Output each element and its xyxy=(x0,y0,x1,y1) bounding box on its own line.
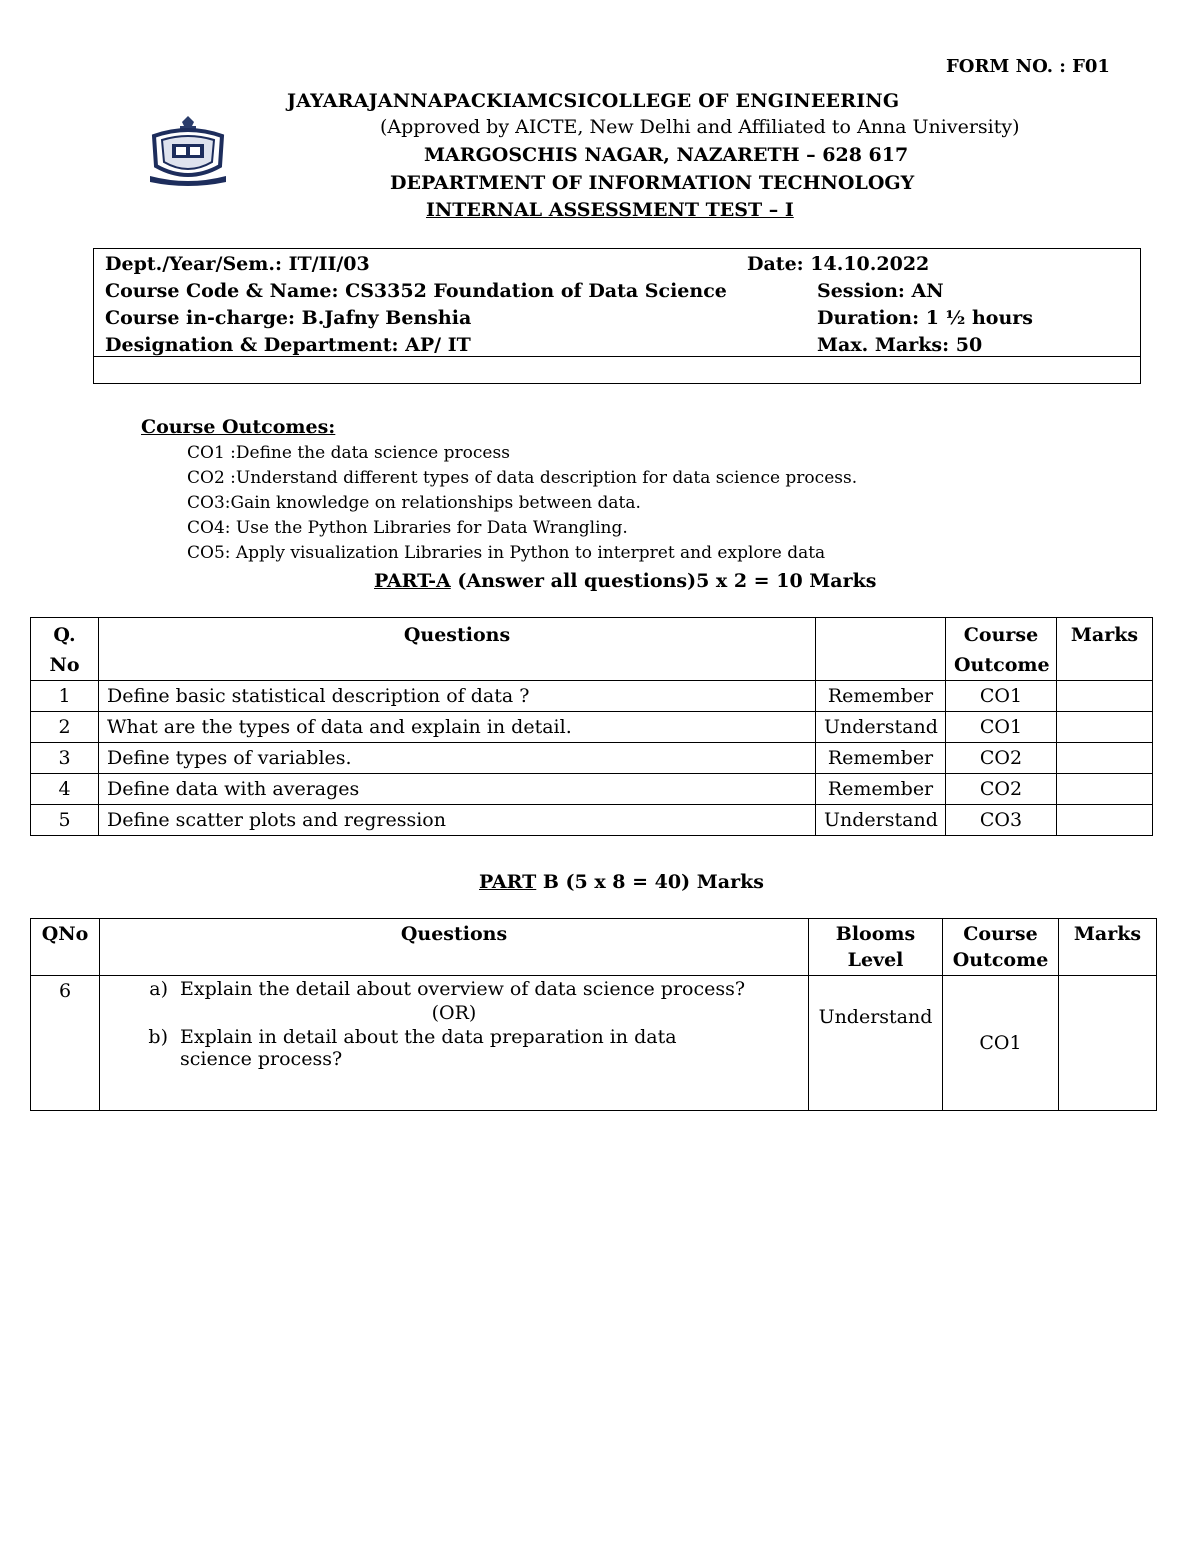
blooms-level: Remember xyxy=(816,774,946,805)
blooms-level: Remember xyxy=(816,743,946,774)
dept-year-sem: Dept./Year/Sem.: IT/II/03 xyxy=(105,253,370,275)
blooms-level: Understand xyxy=(816,805,946,836)
marks-cell xyxy=(1057,712,1153,743)
question-text: What are the types of data and explain in detail. xyxy=(99,712,816,743)
question-text: Explain in detail about the data preparation in data science process? xyxy=(180,1026,677,1070)
part-a-instructions: (Answer all questions)5 x 2 = 10 Marks xyxy=(450,570,877,592)
course-outcome-item: CO3:Gain knowledge on relationships between data. xyxy=(187,493,641,513)
exam-duration: Duration: 1 ½ hours xyxy=(817,307,1033,329)
course-outcome-item: CO4: Use the Python Libraries for Data Wrangling. xyxy=(187,518,628,538)
question-number: 5 xyxy=(31,805,99,836)
level-header xyxy=(816,618,946,681)
marks-cell xyxy=(1057,805,1153,836)
blooms-level: Understand xyxy=(816,712,946,743)
question-number: 2 xyxy=(31,712,99,743)
outcome-header: Course Outcome xyxy=(943,919,1059,976)
option-label: b) xyxy=(148,1026,168,1048)
table-row xyxy=(31,743,1153,774)
course-outcome: CO1 xyxy=(946,712,1057,743)
part-a-label: PART-A xyxy=(374,570,451,592)
blooms-level-header: Blooms Level xyxy=(809,919,943,976)
marks-cell xyxy=(1057,681,1153,712)
college-address: MARGOSCHIS NAGAR, NAZARETH – 628 617 xyxy=(424,144,909,166)
table-row xyxy=(31,681,1153,712)
designation-department: Designation & Department: AP/ IT xyxy=(105,334,471,356)
table-row xyxy=(31,976,1157,1111)
questions-header: Questions xyxy=(99,618,816,681)
part-b-table xyxy=(30,918,1157,1111)
info-box-divider xyxy=(94,356,1140,357)
course-incharge: Course in-charge: B.Jafny Benshia xyxy=(105,307,472,329)
part-b-title xyxy=(479,871,764,893)
part-b-instructions: B (5 x 8 = 40) Marks xyxy=(536,871,764,893)
question-number: 3 xyxy=(31,743,99,774)
question-text: Define scatter plots and regression xyxy=(99,805,816,836)
marks-header: Marks xyxy=(1059,919,1157,976)
qno-header: Q. No xyxy=(31,618,99,681)
course-outcome: CO3 xyxy=(946,805,1057,836)
table-header-row xyxy=(31,618,1153,681)
test-title: INTERNAL ASSESSMENT TEST – I xyxy=(426,199,794,221)
exam-date: Date: 14.10.2022 xyxy=(747,253,930,275)
exam-session: Session: AN xyxy=(817,280,944,302)
approval-line: (Approved by AICTE, New Delhi and Affiliated to Anna University) xyxy=(380,116,1020,138)
question-text: Define types of variables. xyxy=(99,743,816,774)
part-a-table xyxy=(30,617,1153,836)
part-a-title xyxy=(374,570,877,592)
blooms-level: Understand xyxy=(809,976,943,1111)
marks-header: Marks xyxy=(1057,618,1153,681)
option-label: a) xyxy=(149,978,168,1000)
questions-header: Questions xyxy=(100,919,809,976)
course-outcome-item: CO1 :Define the data science process xyxy=(187,443,510,463)
course-outcomes-title: Course Outcomes: xyxy=(141,416,336,438)
table-row xyxy=(31,805,1153,836)
qno-header: QNo xyxy=(31,919,100,976)
outcome-header: Course Outcome xyxy=(946,618,1057,681)
marks-cell xyxy=(1057,743,1153,774)
course-outcome: CO1 xyxy=(946,681,1057,712)
question-text: Explain the detail about overview of data science process? xyxy=(180,978,746,1000)
question-text: Define basic statistical description of data ? xyxy=(99,681,816,712)
question-number: 1 xyxy=(31,681,99,712)
department-name: DEPARTMENT OF INFORMATION TECHNOLOGY xyxy=(390,172,915,194)
course-outcome: CO2 xyxy=(946,774,1057,805)
blooms-level: Remember xyxy=(816,681,946,712)
question-number: 4 xyxy=(31,774,99,805)
table-header-row xyxy=(31,919,1157,976)
part-b-label: PART xyxy=(479,871,537,893)
marks-cell xyxy=(1059,976,1157,1111)
course-outcome-item: CO2 :Understand different types of data description for data science process. xyxy=(187,468,858,488)
course-outcome: CO1 xyxy=(943,976,1059,1111)
or-separator: (OR) xyxy=(431,1002,477,1024)
marks-cell xyxy=(1057,774,1153,805)
form-number: FORM NO. : F01 xyxy=(946,56,1110,77)
course-code-name: Course Code & Name: CS3352 Foundation of Data Science xyxy=(105,280,727,302)
college-logo xyxy=(146,114,230,190)
course-outcome-item: CO5: Apply visualization Libraries in Python to interpret and explore data xyxy=(187,543,826,563)
question-option-a xyxy=(108,978,800,1000)
question-option-b xyxy=(108,1026,800,1070)
question-text: Define data with averages xyxy=(99,774,816,805)
max-marks: Max. Marks: 50 xyxy=(817,334,983,356)
college-name: JAYARAJANNAPACKIAMCSICOLLEGE OF ENGINEERING xyxy=(287,90,900,112)
exam-info-box xyxy=(93,248,1141,384)
table-row xyxy=(31,712,1153,743)
course-outcome: CO2 xyxy=(946,743,1057,774)
question-number: 6 xyxy=(31,976,100,1111)
table-row xyxy=(31,774,1153,805)
question-cell xyxy=(100,976,809,1111)
